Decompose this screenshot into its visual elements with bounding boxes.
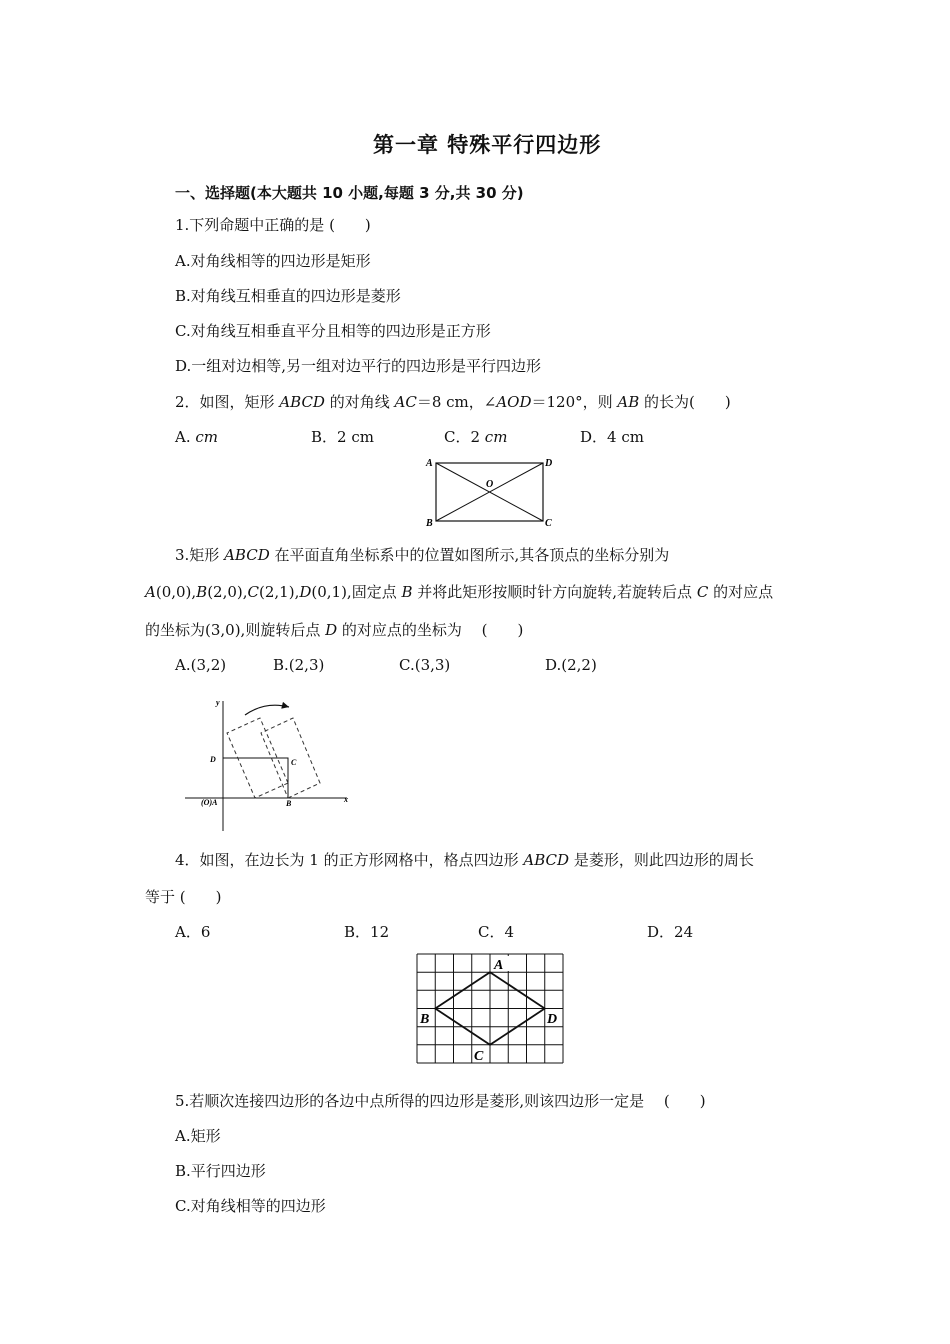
q1-option-a: A.对角线相等的四边形是矩形 xyxy=(175,252,371,270)
q2-label-b: B xyxy=(426,518,433,529)
q4-line-1: 4．如图，在边长为 1 的正方形网格中，格点四边形 ABCD 是菱形，则此四边形的周长 xyxy=(175,851,754,869)
q1-option-b: B.对角线互相垂直的四边形是菱形 xyxy=(175,287,401,305)
q2-label-d: D xyxy=(545,458,553,469)
q4-option-c: C．4 xyxy=(478,923,515,941)
q3-label-b: B xyxy=(286,799,292,808)
q3-label-x: x xyxy=(344,795,348,804)
q3-line-1: 3.矩形 ABCD 在平面直角坐标系中的位置如图所示,其各顶点的坐标分别为 xyxy=(175,546,670,564)
q1-option-d: D.一组对边相等,另一组对边平行的四边形是平行四边形 xyxy=(175,357,542,375)
q1-option-c: C.对角线互相垂直平分且相等的四边形是正方形 xyxy=(175,322,491,340)
q3-line-3: 的坐标为(3,0),则旋转后点 D 的对应点的坐标为 ( ) xyxy=(145,621,524,639)
q2-option-b: B．2 cm xyxy=(311,428,374,446)
q3-label-c: C xyxy=(291,758,297,767)
q2-label-c: C xyxy=(545,518,552,529)
q4-label-c: C xyxy=(474,1049,484,1064)
q3-option-d: D.(2,2) xyxy=(545,656,597,674)
q3-label-oa: (O)A xyxy=(201,798,218,807)
q4-option-d: D．24 xyxy=(647,923,694,941)
q3-option-a: A.(3,2) xyxy=(175,656,227,674)
q4-grid-figure xyxy=(417,954,567,1066)
q4-option-a: A．6 xyxy=(175,923,211,941)
q5-stem: 5.若顺次连接四边形的各边中点所得的四边形是菱形,则该四边形一定是 ( ) xyxy=(175,1092,706,1110)
q4-grid xyxy=(417,954,563,1063)
q3-label-y: y xyxy=(216,698,220,707)
q3-label-d: D xyxy=(210,755,216,764)
q4-line-2: 等于 ( ) xyxy=(145,888,222,906)
q2-option-c: C．2 cm xyxy=(444,428,508,446)
q2-rectangle-figure xyxy=(420,452,560,532)
q2-option-d: D．4 cm xyxy=(580,428,644,446)
q3-original-rectangle xyxy=(223,758,288,798)
q3-line-2: A(0,0),B(2,0),C(2,1),D(0,1),固定点 B 并将此矩形按顺时针方向旋转,若旋转后点 C 的对应点 xyxy=(145,583,774,601)
q5-option-b: B.平行四边形 xyxy=(175,1162,266,1180)
q4-option-b: B．12 xyxy=(344,923,390,941)
q2-label-a: A xyxy=(426,458,433,469)
q3-option-c: C.(3,3) xyxy=(399,656,451,674)
page-title: 第一章 特殊平行四边形 xyxy=(373,133,602,157)
q3-option-b: B.(2,3) xyxy=(273,656,325,674)
q2-option-a: A. cm xyxy=(175,428,218,446)
q5-option-a: A.矩形 xyxy=(175,1127,221,1145)
q2-stem: 2．如图，矩形 ABCD 的对角线 AC＝8 cm，∠AOD＝120°，则 AB 的长为( ) xyxy=(175,393,731,411)
q2-label-o: O xyxy=(486,479,494,490)
q3-coordinate-figure xyxy=(185,693,365,838)
q4-label-d: D xyxy=(547,1012,558,1027)
section-header: 一、选择题(本大题共 10 小题,每题 3 分,共 30 分) xyxy=(175,184,524,202)
q4-label-b: B xyxy=(420,1012,430,1027)
q3-rotation-arrow xyxy=(245,705,289,715)
q5-option-c: C.对角线相等的四边形 xyxy=(175,1197,326,1215)
q1-stem: 1.下列命题中正确的是 ( ) xyxy=(175,216,371,234)
q4-label-a: A xyxy=(494,958,504,973)
